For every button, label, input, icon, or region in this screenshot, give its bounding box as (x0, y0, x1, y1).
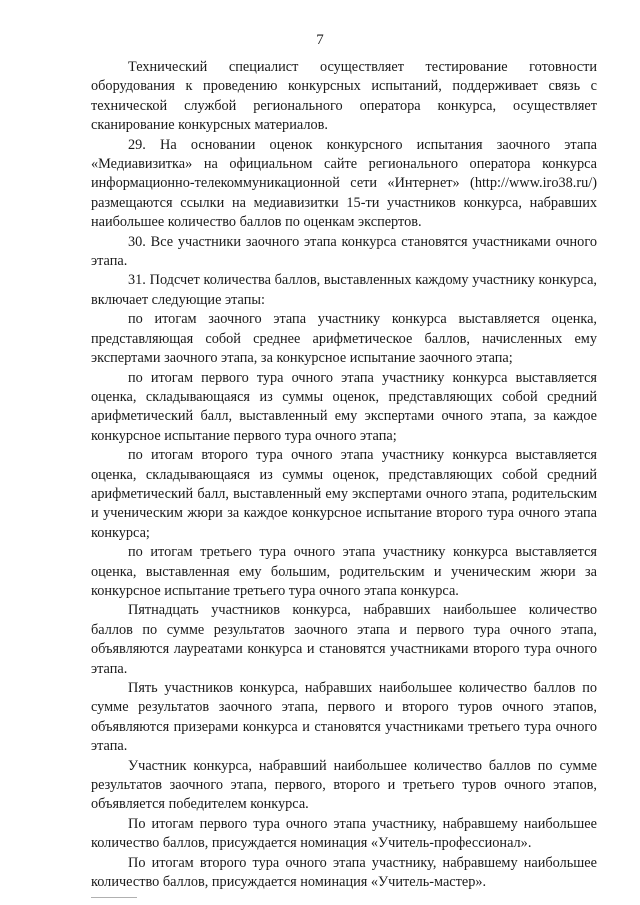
document-body (91, 58, 597, 892)
paragraph-technical-specialist: Технический специалист осуществляет тестирование готовности оборудования к проведению конкурсных испытаний, поддерживает связь с технической службой регионального оператора конкурса, осуществляет сканирование конкурсных материалов. (91, 59, 597, 134)
footer-rule (91, 897, 137, 898)
paragraph-first-round-score: по итогам первого тура очного этапа участнику конкурса выставляется оценка, складывающаяся из суммы оценок, представляющих собой средний арифметический балл, выставленный ему экспертами очного этапа, за каждое конкурсное испытание первого тура очного этапа; (91, 369, 597, 444)
paragraph-second-round-score: по итогам второго тура очного этапа участнику конкурса выставляется оценка, складывающаяся из суммы оценок, представляющих собой средний арифметический балл, выставленный ему экспертами очного этапа, родительским и ученическим жюри за каждое конкурсное испытание второго тура очного этапа конкурса; (91, 447, 597, 541)
paragraph-prize-winners: Пять участников конкурса, набравших наибольшее количество баллов по сумме результатов заочного этапа, первого и второго туров очного этапов, объявляются призерами конкурса и становятся участниками третьего тура очного этапа. (91, 680, 597, 755)
paragraph-third-round-score: по итогам третьего тура очного этапа участнику конкурса выставляется оценка, выставленная ему большим, родительским и ученическим жюри за конкурсное испытание третьего тура очного этапа конкурса. (91, 544, 597, 599)
paragraph-31: 31. Подсчет количества баллов, выставленных каждому участнику конкурса, включает следующие этапы: (91, 272, 597, 308)
paragraph-30: 30. Все участники заочного этапа конкурса становятся участниками очного этапа. (91, 233, 597, 270)
paragraph-laureates: Пятнадцать участников конкурса, набравших наибольшее количество баллов по сумме результатов заочного этапа и первого тура очного этапа, объявляются лауреатами конкурса и становятся участниками второго тура очного этапа. (91, 602, 597, 677)
paragraph-winner: Участник конкурса, набравший наибольшее количество баллов по сумме результатов заочного этапа, первого, второго и третьего туров очного этапов, объявляется победителем конкурса. (91, 757, 597, 813)
paragraph-correspondence-stage-score: по итогам заочного этапа участнику конкурса выставляется оценка, представляющая собой среднее арифметическое баллов, начисленных ему экспертами заочного этапа, за конкурсное испытание заочного этапа; (91, 311, 597, 367)
page-number: 7 (316, 32, 324, 48)
paragraph-nomination-professional: По итогам первого тура очного этапа участнику, набравшему наибольшее количество баллов, присуждается номинация «Учитель-профессионал». (91, 815, 597, 852)
paragraph-nomination-master: По итогам второго тура очного этапа участнику, набравшему наибольшее количество баллов, присуждается номинация «Учитель-мастер». (91, 854, 597, 891)
paragraph-29: 29. На основании оценок конкурсного испытания заочного этапа «Медиавизитка» на официальном сайте регионального оператора конкурса информационно-телекоммуникационной сети «Интернет» (http://www.iro38.ru/) размещаются ссылки на медиавизитки 15-ти участников конкурса, набравших наибольшее количество баллов по оценкам экспертов. (91, 136, 597, 231)
